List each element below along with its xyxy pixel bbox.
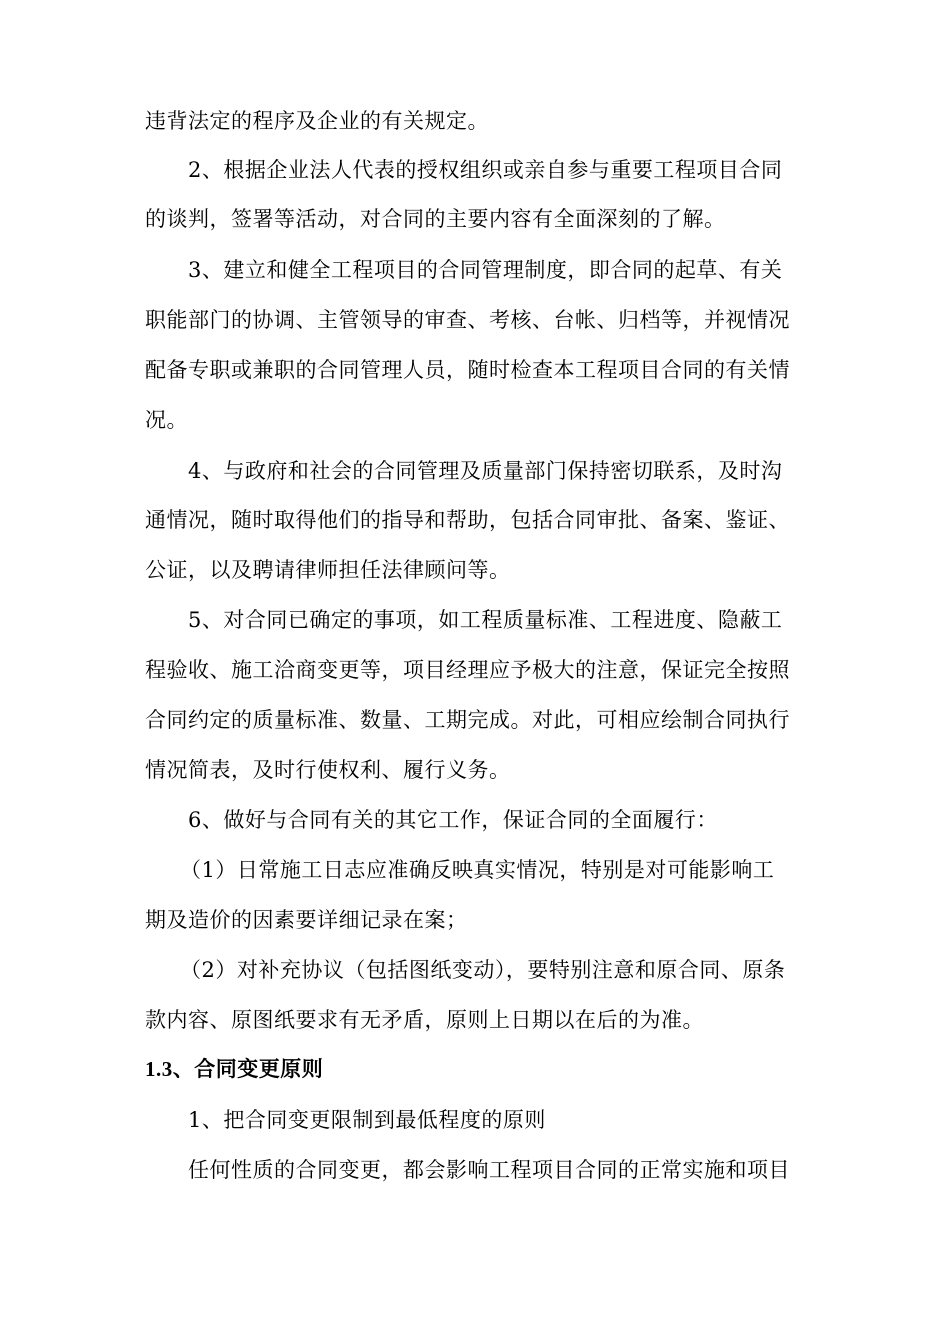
text-line: 配备专职或兼职的合同管理人员，随时检查本工程项目合同的有关情 xyxy=(145,358,790,382)
section-heading: 1.3、合同变更原则 xyxy=(145,1057,324,1081)
text-line: 公证，以及聘请律师担任法律顾问等。 xyxy=(145,558,511,582)
text-line: 况。 xyxy=(145,408,188,432)
paragraph-4-start: 4、与政府和社会的合同管理及质量部门保持密切联系，及时沟 xyxy=(188,459,783,483)
text-line: 期及造价的因素要详细记录在案； xyxy=(145,908,468,932)
text-line: 违背法定的程序及企业的有关规定。 xyxy=(145,109,489,133)
subitem-2-start: （2）对补充协议（包括图纸变动），要特别注意和原合同、原条 xyxy=(180,958,786,982)
text-line: 的谈判，签署等活动，对合同的主要内容有全面深刻的了解。 xyxy=(145,207,726,231)
text-line: 程验收、施工洽商变更等，项目经理应予极大的注意，保证完全按照 xyxy=(145,658,790,682)
text-line: 合同约定的质量标准、数量、工期完成。对此，可相应绘制合同执行 xyxy=(145,708,790,732)
paragraph-3-start: 3、建立和健全工程项目的合同管理制度，即合同的起草、有关 xyxy=(188,258,783,282)
principle-1-title: 1、把合同变更限制到最低程度的原则 xyxy=(188,1108,546,1132)
text-line: 任何性质的合同变更，都会影响工程项目合同的正常实施和项目 xyxy=(188,1158,790,1182)
text-line: 通情况，随时取得他们的指导和帮助，包括合同审批、备案、鉴证、 xyxy=(145,508,790,532)
text-line: 职能部门的协调、主管领导的审查、考核、台帐、归档等，并视情况 xyxy=(145,308,790,332)
subitem-1-start: （1）日常施工日志应准确反映真实情况，特别是对可能影响工 xyxy=(180,858,775,882)
text-line: 款内容、原图纸要求有无矛盾，原则上日期以在后的为准。 xyxy=(145,1008,704,1032)
paragraph-5-start: 5、对合同已确定的事项，如工程质量标准、工程进度、隐蔽工 xyxy=(188,608,783,632)
paragraph-6-start: 6、做好与合同有关的其它工作，保证合同的全面履行： xyxy=(188,808,718,832)
text-line: 情况简表，及时行使权利、履行义务。 xyxy=(145,758,511,782)
paragraph-2-start: 2、根据企业法人代表的授权组织或亲自参与重要工程项目合同 xyxy=(188,158,783,182)
